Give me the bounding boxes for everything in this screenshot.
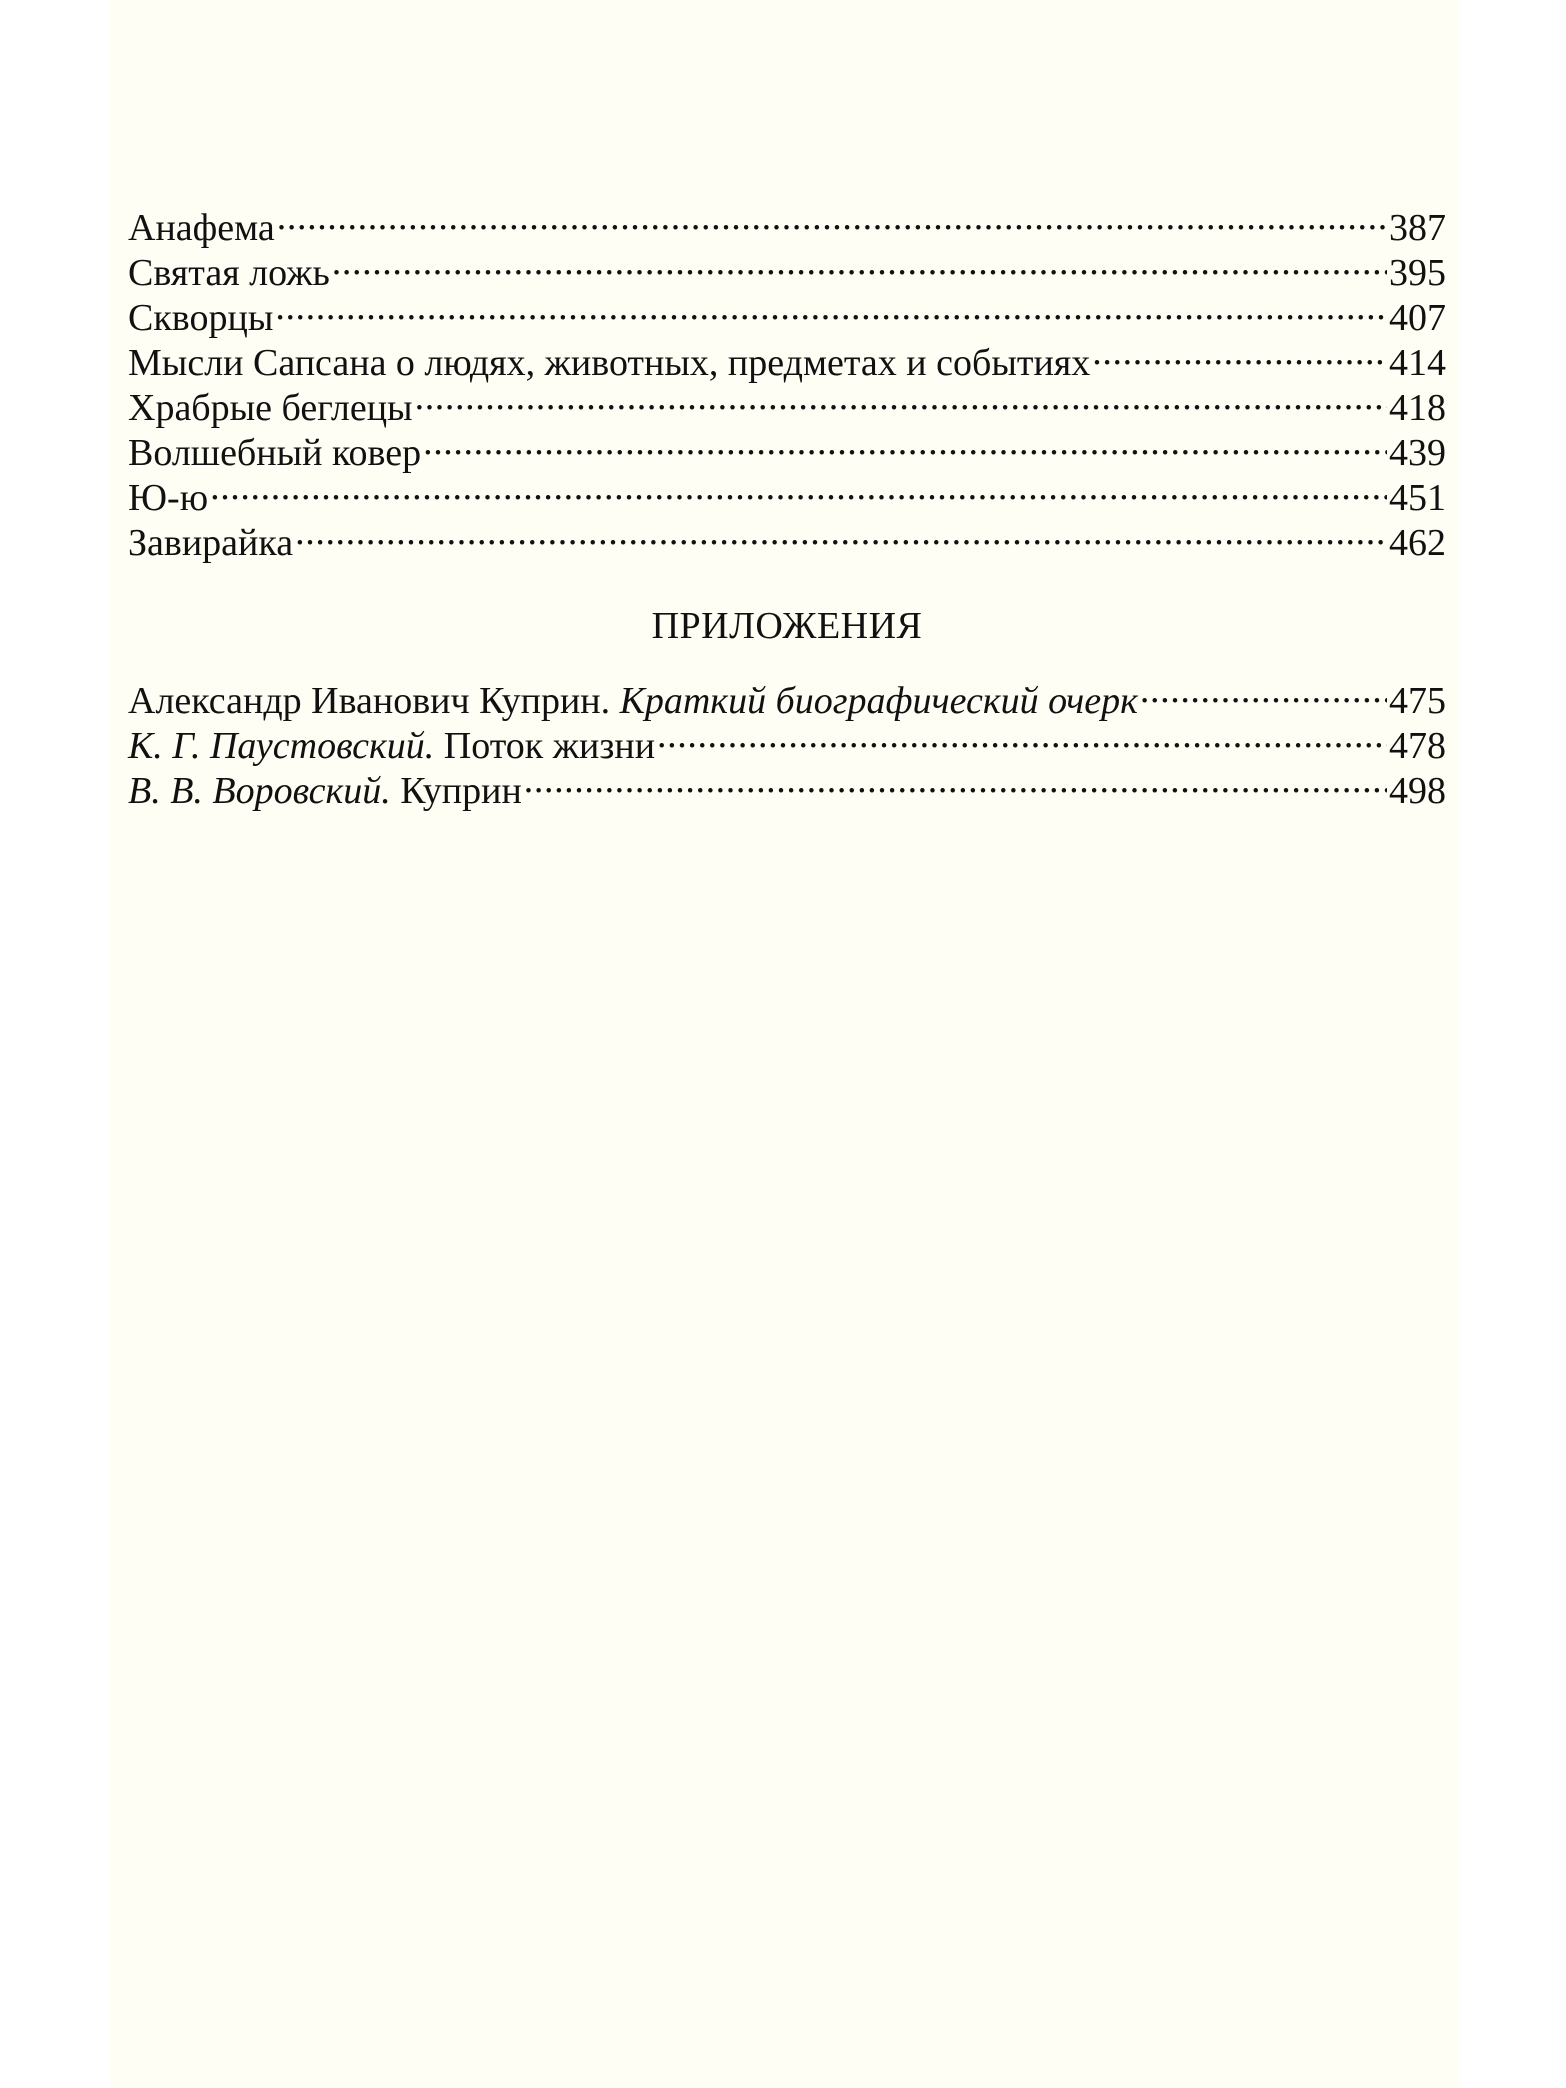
dot-leader [275,285,1387,330]
toc-entry-page: 414 [1389,342,1446,384]
toc-entry [128,510,1446,564]
toc-entry-page: 439 [1389,432,1446,474]
toc-entry-page: 418 [1389,387,1446,429]
appendix-entry-page: 498 [1389,770,1446,812]
dot-leader [1140,668,1387,713]
appendix-entry-work: Поток жизни [443,725,656,767]
appendix-entry-work: Краткий биографический очерк [619,680,1138,722]
toc-entry-title: Ю-ю [128,477,209,519]
toc-entry [128,195,1446,249]
dot-leader [657,713,1387,758]
table-of-contents [128,195,1446,564]
toc-entry-page: 451 [1389,477,1446,519]
appendix-heading: ПРИЛОЖЕНИЯ [651,605,923,647]
appendix-entry [128,668,1446,722]
toc-entry-title: Волшебный ковер [128,432,422,474]
toc-entry-title: Анафема [128,207,275,249]
toc-entry [128,465,1446,519]
toc-entry-page: 462 [1389,522,1446,564]
toc-entry-title: Скворцы [128,297,274,339]
dot-leader [277,195,1387,240]
toc-entry-title: Храбрые беглецы [128,387,413,429]
dot-leader [423,420,1387,465]
appendix-contents [128,668,1446,812]
toc-entry-page: 407 [1389,297,1446,339]
toc-entry-title: Завирайка [128,522,294,564]
toc-entry [128,330,1446,384]
appendix-entry-work: Куприн [400,770,522,812]
appendix-entry-page: 475 [1389,680,1446,722]
toc-entry-page: 395 [1389,252,1446,294]
appendix-entry-author: В. В. Воровский. [128,770,391,812]
dot-leader [524,758,1387,803]
dot-leader [210,465,1387,510]
appendix-entry-title [128,769,522,814]
appendix-entry-author: Александр Иванович Куприн. [128,680,611,722]
dot-leader [332,240,1387,285]
dot-leader [415,375,1387,420]
appendix-entry-page: 478 [1389,725,1446,767]
toc-entry [128,240,1446,294]
toc-entry-title: Святая ложь [128,252,330,294]
toc-entry-page: 387 [1389,207,1446,249]
appendix-entry-author: К. Г. Паустовский. [128,725,435,767]
dot-leader [1092,330,1387,375]
toc-entry [128,285,1446,339]
dot-leader [295,510,1387,555]
toc-entry-title: Мысли Сапсана о людях, животных, предметах и событиях [128,342,1091,384]
